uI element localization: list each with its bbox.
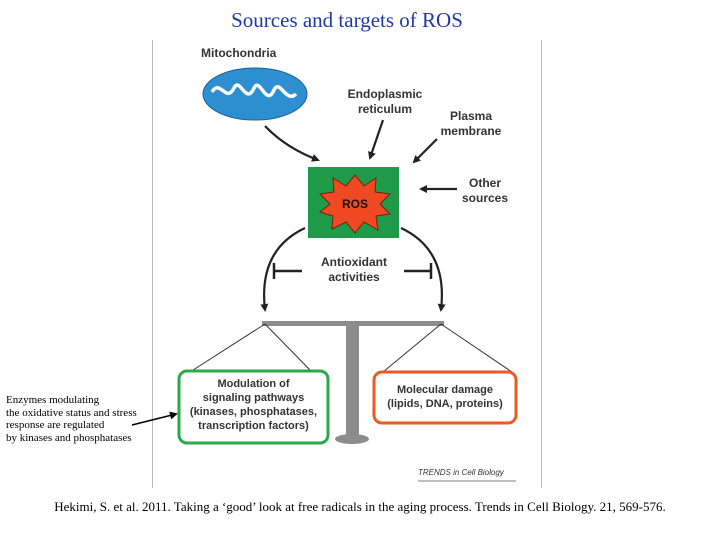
citation: Hekimi, S. et al. 2011. Taking a ‘good’ look at free radicals in the aging process. Trends in Cell Biology. 21, 569-576. <box>54 499 666 514</box>
annotation-note: Enzymes modulating the oxidative status and stress response are regulated by kinases and phosphatases <box>6 394 137 444</box>
other-sources-label: Other sources <box>461 176 509 205</box>
modulation-label: Modulation of signaling pathways (kinases, phosphatases, transcription factors) <box>189 378 318 432</box>
er-label: Endoplasmic reticulum <box>347 87 423 116</box>
mitochondria-label: Mitochondria <box>201 46 277 60</box>
antioxidant-label: Antioxidant activities <box>321 255 387 284</box>
ros-label: ROS <box>341 197 368 211</box>
slide-title: Sources and targets of ROS <box>231 8 463 32</box>
figure-credit: TRENDS in Cell Biology <box>418 468 504 477</box>
plasma-membrane-label: Plasma membrane <box>440 109 502 138</box>
damage-label: Molecular damage (lipids, DNA, proteins) <box>387 384 503 410</box>
